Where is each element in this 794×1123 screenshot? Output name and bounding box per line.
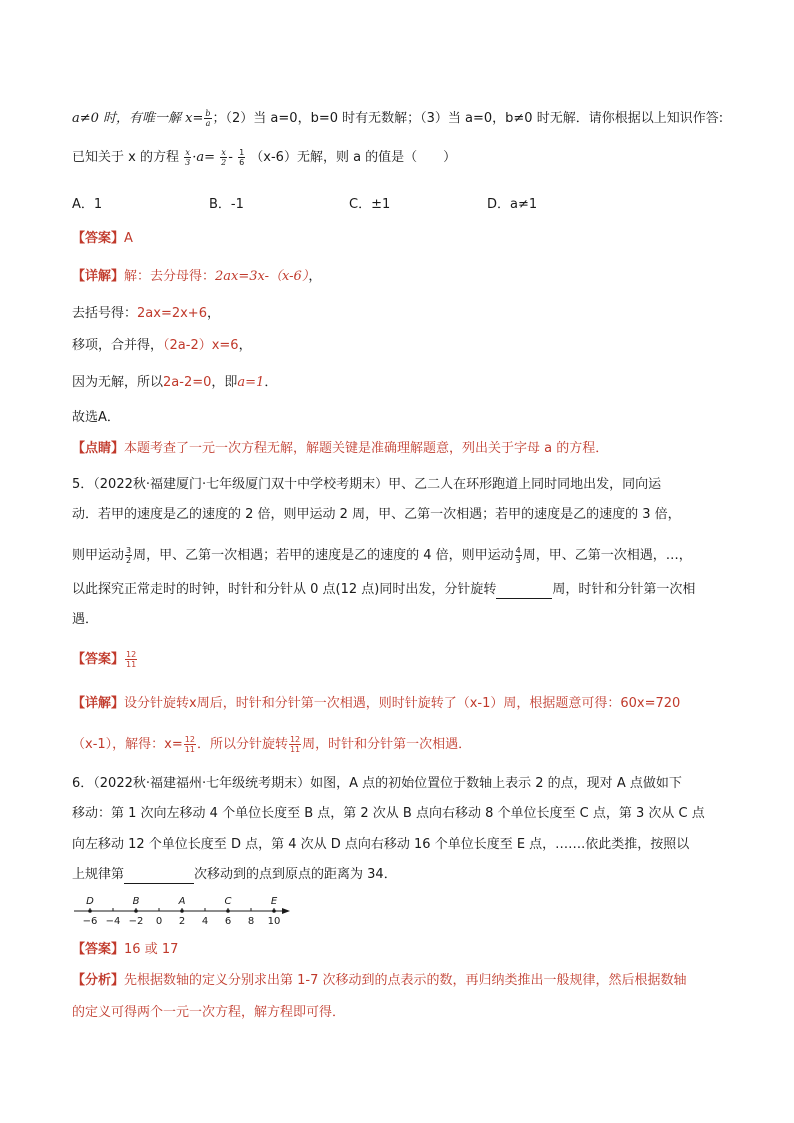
q5-text: 周，甲、乙第一次相遇；若甲的速度是乙的速度的 4 倍，则甲运动 (133, 548, 514, 563)
frac-num: 12 (126, 650, 137, 659)
point-label: A (178, 896, 186, 907)
option-d: D．a≠1 (487, 197, 538, 212)
step-text: 因为无解，所以 (72, 375, 164, 390)
tick-label: 4 (201, 916, 209, 927)
q4-text: a≠0 时，有唯一解 x= (72, 111, 204, 126)
q4-comment (72, 440, 608, 458)
tick-label: −2 (128, 916, 144, 927)
q5-text: 周，甲、乙第一次相遇，…， (522, 548, 692, 563)
frac-den: 11 (289, 745, 301, 754)
q6-text: 次移动到的点到原点的距离为 34． (194, 867, 397, 882)
frac-num: x (221, 148, 226, 157)
tick-label: 6 (224, 916, 232, 927)
point-c (226, 909, 230, 913)
q6-analysis-1 (72, 972, 687, 990)
point-label: C (224, 896, 232, 907)
q6-line-3: 向左移动 12 个单位长度至 D 点，第 4 次从 D 点向右移动 16 个单位长度至 E 点，…….依此类推，按照以 (72, 837, 690, 852)
answer-value: 16 或 17 (124, 942, 179, 957)
detail-text: ．所以分针旋转 (196, 737, 288, 752)
q6-line-1: 6．（2022秋·福建福州·七年级统考期末）如图，A 点的初始位置位于数轴上表示 2 的点，现对 A 点做如下 (72, 776, 682, 791)
frac-num: 12 (289, 735, 301, 744)
frac-den: 11 (184, 745, 195, 754)
point-d (88, 909, 92, 913)
answer-fraction (125, 650, 137, 669)
step-text: ，即 (211, 375, 238, 390)
tick-label: 2 (178, 916, 186, 927)
frac-num: 4 (515, 546, 521, 555)
arrow-icon (282, 908, 290, 914)
q5-text: 以此探究正常走时的时钟，时针和分针从 0 点(12 点)同时出发，分针旋转 (72, 582, 497, 597)
fraction-b-over-a (204, 109, 211, 128)
point-e (272, 909, 276, 913)
q4-text: - (228, 150, 233, 165)
tick-label: 8 (247, 916, 255, 927)
step-punct: ， (206, 306, 220, 321)
fraction-3-over-2 (125, 546, 132, 565)
q5-text: 周，时针和分针第一次相 (552, 582, 696, 597)
detail-tag: 【详解】 (72, 269, 125, 284)
frac-num: b (205, 109, 211, 118)
step-equation: 2a-2=0 (163, 375, 212, 390)
q6-analysis-2 (72, 1004, 345, 1022)
q4-line-1 (72, 109, 723, 128)
q6-text: 上规律第 (72, 867, 125, 882)
frac-den: a (205, 119, 211, 128)
tick-label: 10 (267, 916, 281, 927)
q4-step-2 (72, 337, 252, 355)
step-text: 移项，合并得， (72, 338, 164, 353)
q5-detail-1 (72, 695, 680, 713)
q4-text: ；（2）当 a=0，b=0 时有无数解；（3）当 a=0，b≠0 时无解．请你根据以上知识作答: (212, 111, 724, 126)
q5-text: 则甲运动 (72, 548, 125, 563)
q6-blank[interactable] (124, 869, 194, 884)
answer-value: A (124, 231, 133, 246)
q5-line-2: 动．若甲的速度是乙的速度的 2 倍，则甲运动 2 周，甲、乙第一次相遇；若甲的速度是乙的速度的 3 倍， (72, 507, 681, 522)
fraction-x-over-2 (220, 148, 227, 167)
detail-punct: ， (308, 269, 322, 284)
q6-answer (72, 941, 178, 959)
step-equation: 2ax=2x+6 (137, 306, 207, 321)
q4-text: （x-6）无解，则 a 的值是（ ） (250, 150, 457, 165)
fraction-1-over-6 (238, 148, 245, 167)
step-equation: （2a-2）x=6 (163, 338, 239, 353)
q5-line-4 (72, 581, 695, 599)
point-a (180, 909, 184, 913)
number-line (72, 893, 294, 929)
answer-tag: 【答案】 (72, 231, 125, 246)
step-equation: a=1 (237, 375, 265, 390)
fraction-4-over-3 (515, 546, 522, 565)
analysis-text: 的定义可得两个一元一次方程，解方程即可得． (72, 1005, 346, 1020)
point-label: B (132, 896, 140, 907)
analysis-text: 先根据数轴的定义分别求出第 1-7 次移动到的点表示的数，再归纳类推出一般规律，然后根据数轴 (124, 973, 687, 988)
point-label: E (270, 896, 278, 907)
frac-num: 3 (126, 546, 132, 555)
q5-answer (72, 650, 138, 669)
detail-tag: 【详解】 (72, 696, 125, 711)
q4-text: ·a= (192, 150, 215, 165)
q5-detail-2 (72, 735, 471, 754)
q5-line-3 (72, 546, 692, 565)
comment-text: 本题考查了一元一次方程无解，解题关键是准确理解题意，列出关于字母 a 的方程． (124, 441, 609, 456)
frac-den: 2 (221, 158, 227, 167)
detail-text: 周，时针和分针第一次相遇． (302, 737, 472, 752)
step-text: 去括号得： (72, 306, 138, 321)
point-b (134, 909, 138, 913)
fraction-12-over-11 (289, 735, 301, 754)
comment-tag: 【点睛】 (72, 441, 125, 456)
option-a: A．1 (72, 197, 103, 212)
q4-step-3 (72, 374, 277, 392)
step-punct: ． (264, 375, 278, 390)
answer-tag: 【答案】 (72, 652, 125, 667)
fraction-x-over-3 (184, 148, 191, 167)
q5-line-5: 遇． (72, 612, 99, 627)
frac-den: 3 (185, 158, 191, 167)
frac-num: 1 (239, 148, 245, 157)
frac-num: x (185, 148, 190, 157)
point-label: D (86, 896, 94, 907)
frac-den: 11 (126, 660, 137, 669)
option-c: C．±1 (349, 197, 391, 212)
q4-detail (72, 268, 321, 286)
option-b: B．-1 (209, 197, 244, 212)
detail-text: 解：去分母得： (124, 269, 216, 284)
q6-line-4 (72, 866, 397, 884)
detail-text: （x-1），解得：x= (72, 737, 183, 752)
q5-line-1: 5．（2022秋·福建厦门·七年级厦门双十中学校考期末）甲、乙二人在环形跑道上同时同地出发，同向运 (72, 477, 662, 492)
q4-step-1 (72, 305, 220, 323)
frac-den: 6 (239, 158, 245, 167)
fraction-12-over-11 (184, 735, 196, 754)
step-punct: ， (238, 338, 252, 353)
q4-choose: 故选A． (72, 410, 120, 425)
q4-text: 已知关于 x 的方程 (72, 150, 179, 165)
q5-blank[interactable] (496, 584, 552, 599)
q4-line-2 (72, 148, 456, 167)
q4-answer (72, 230, 133, 248)
answer-tag: 【答案】 (72, 942, 125, 957)
tick-label: −6 (82, 916, 98, 927)
frac-den: 2 (126, 556, 132, 565)
q6-line-2: 移动：第 1 次向左移动 4 个单位长度至 B 点，第 2 次从 B 点向右移动 8 个单位长度至 C 点，第 3 次从 C 点 (72, 806, 705, 821)
detail-equation: 2ax=3x-（x-6） (215, 269, 309, 284)
frac-den: 3 (515, 556, 521, 565)
analysis-tag: 【分析】 (72, 973, 125, 988)
tick-label: 0 (155, 916, 163, 927)
tick-label: −4 (105, 916, 121, 927)
frac-num: 12 (184, 735, 195, 744)
detail-text: 设分针旋转x周后，时针和分针第一次相遇，则时针旋转了（x-1）周，根据题意可得：60x=720 (124, 696, 681, 711)
